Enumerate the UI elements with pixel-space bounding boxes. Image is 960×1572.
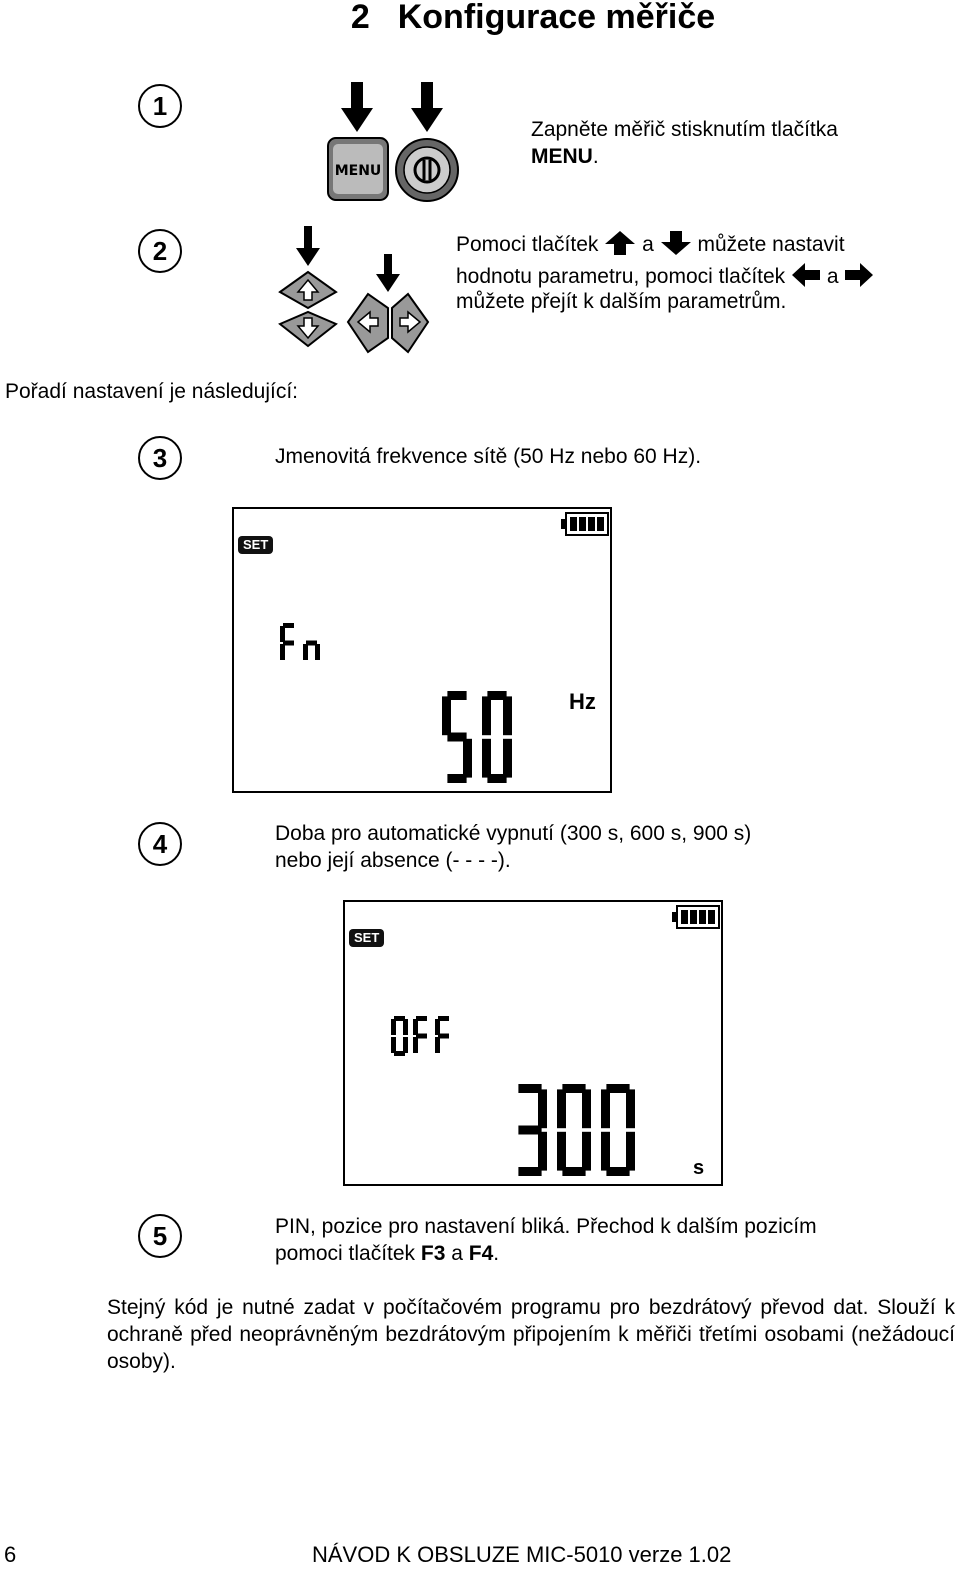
lcd-param-digit (435, 1016, 449, 1053)
section-number: 2 (350, 0, 370, 36)
step-4-marker: 4 (138, 822, 182, 866)
step-2-marker: 2 (138, 229, 182, 273)
lcd-param-digit (303, 641, 320, 661)
lcd-display-auto-off (343, 900, 723, 1186)
lcd-display-frequency (232, 507, 612, 793)
lcd-value-digit (442, 691, 472, 783)
step-3-marker: 3 (138, 436, 182, 480)
step-3-text: Jmenovitá frekvence sítě (50 Hz nebo 60 Hz). (275, 445, 702, 468)
svg-text:MENU: MENU (334, 163, 382, 179)
unit-label: s (693, 1157, 705, 1179)
step-5-marker: 5 (138, 1214, 182, 1258)
lcd-value-digit (518, 1084, 547, 1176)
info-paragraph: Stejný kód je nutné zadat v počítačovém programu pro bezdrátový převod dat. Slouží k ochraně před neoprávněným bezdrátovým připojením k měřiči třetími osobami (nežádoucí osoby). (107, 1296, 955, 1373)
order-intro: Pořadí nastavení je následující: (5, 380, 299, 403)
lcd-param-digit (413, 1016, 427, 1053)
page-number: 6 (4, 1542, 17, 1567)
lcd-param-digit (280, 623, 294, 660)
lcd-value-digit (601, 1084, 635, 1176)
section-title: Konfigurace měřiče (397, 0, 716, 36)
arrow-left-icon (791, 262, 821, 288)
lcd-value-digit (482, 691, 512, 783)
lcd-param-digit (391, 1016, 408, 1056)
arrow-right-icon (844, 262, 874, 288)
step-5-text: PIN, pozice pro nastavení bliká. Přechod k dalším pozicím pomoci tlačítek F3 a F4. (275, 1215, 817, 1265)
document-title: NÁVOD K OBSLUZE MIC-5010 verze 1.02 (312, 1542, 732, 1567)
lcd-segments (234, 509, 610, 791)
step-4-text: Doba pro automatické vypnutí (300 s, 600 s, 900 s) nebo její absence (- - - -). (275, 822, 752, 872)
set-indicator: SET (238, 536, 273, 554)
menu-button-illustration (325, 82, 465, 209)
arrow-up-icon (604, 230, 636, 256)
step-1-marker: 1 (138, 84, 182, 128)
set-indicator: SET (349, 929, 384, 947)
step-1-text: Zapněte měřič stisknutím tlačítka MENU. (531, 118, 838, 168)
arrow-down-icon (660, 230, 692, 256)
unit-label: Hz (569, 689, 596, 714)
step-2-text: Pomoci tlačítek a můžete nastavit hodnotu parametru, pomoci tlačítek a můžete přejít k dalším parametrům. (456, 230, 936, 315)
lcd-segments (345, 902, 721, 1184)
page-title (0, 0, 960, 37)
lcd-value-digit (557, 1084, 591, 1176)
navigation-keys-illustration (276, 226, 436, 359)
